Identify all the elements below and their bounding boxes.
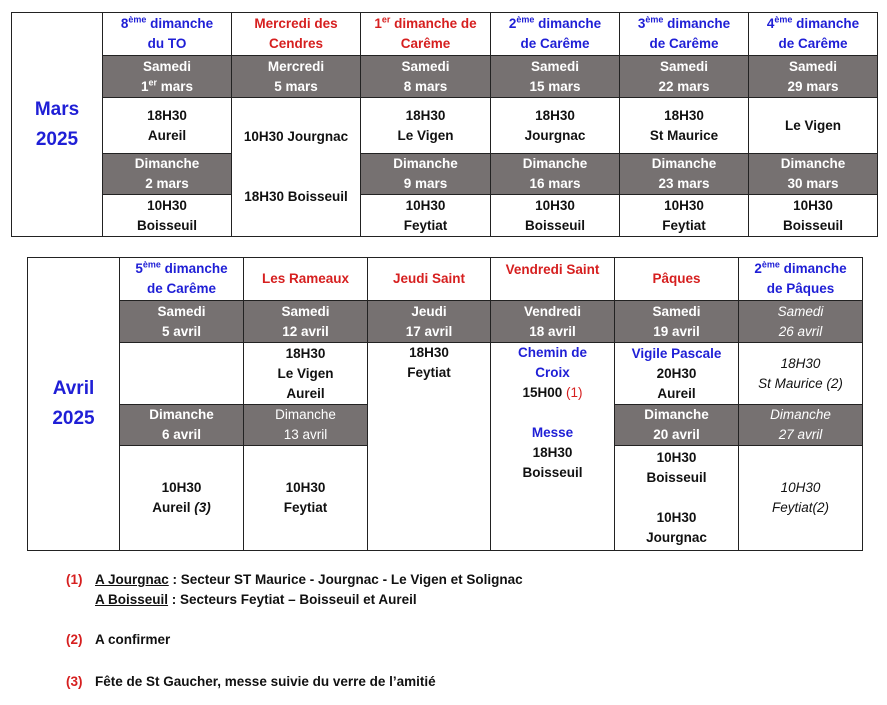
header-5e-dimanche-careme: 5ème dimanche de Carême xyxy=(120,258,244,301)
header-1er-dimanche-careme: 1er dimanche de Carême xyxy=(361,13,491,56)
date-cell: Mercredi 5 mars xyxy=(232,56,361,98)
date-cell: Jeudi 17 avril xyxy=(368,301,491,343)
mass-cell: 10H30 Feytiat xyxy=(620,195,749,237)
date-cell: Samedi 29 mars xyxy=(749,56,878,98)
header-jeudi-saint: Jeudi Saint xyxy=(368,258,491,301)
date-cell: Dimanche 16 mars xyxy=(491,154,620,195)
header-vendredi-saint: Vendredi Saint xyxy=(491,258,615,301)
date-cell: Dimanche 30 mars xyxy=(749,154,878,195)
mass-cell: 18H30 Jourgnac xyxy=(491,98,620,154)
date-cell: Vendredi 18 avril xyxy=(491,301,615,343)
footnote-3: (3) Fête de St Gaucher, messe suivie du verre de l’amitié xyxy=(66,674,436,689)
ash-wednesday-masses: 10H30 Jourgnac 18H30 Boisseuil xyxy=(232,98,361,237)
date-cell: Samedi 15 mars xyxy=(491,56,620,98)
mass-cell: 10H30 Aureil (3) xyxy=(120,446,244,551)
mass-cell: 10H30 Feytiat xyxy=(244,446,368,551)
date-cell: Dimanche 13 avril xyxy=(244,405,368,446)
date-cell: Samedi 5 avril xyxy=(120,301,244,343)
date-cell: Dimanche 9 mars xyxy=(361,154,491,195)
mass-cell: Le Vigen xyxy=(749,98,878,154)
date-cell: Dimanche 20 avril xyxy=(615,405,739,446)
header-paques: Pâques xyxy=(615,258,739,301)
date-cell: Samedi 19 avril xyxy=(615,301,739,343)
mass-cell: 18H30 Le Vigen xyxy=(361,98,491,154)
jeudi-saint-mass: 18H30 Feytiat xyxy=(368,343,491,551)
date-cell: Samedi 12 avril xyxy=(244,301,368,343)
mass-cell: 10H30 Feytiat(2) xyxy=(739,446,863,551)
month-label-april: Avril 2025 xyxy=(28,258,120,551)
date-cell: Dimanche 2 mars xyxy=(103,154,232,195)
mass-cell: 10H30 Feytiat xyxy=(361,195,491,237)
mass-cell: 18H30 Le Vigen Aureil xyxy=(244,343,368,405)
mass-cell: 18H30 Aureil xyxy=(103,98,232,154)
footnote-2: (2) A confirmer xyxy=(66,632,171,647)
header-3e-dimanche-careme: 3ème dimanche de Carême xyxy=(620,13,749,56)
mass-cell: 10H30 Boisseuil xyxy=(749,195,878,237)
mass-cell: 10H30 Boisseuil 10H30 Jourgnac xyxy=(615,446,739,551)
april-table xyxy=(27,257,863,551)
header-8e-dimanche-to: 8ème dimanche du TO xyxy=(103,13,232,56)
date-cell: Samedi 26 avril xyxy=(739,301,863,343)
march-table xyxy=(11,12,878,237)
footnote-1: (1) A Jourgnac : Secteur ST Maurice - Jourgnac - Le Vigen et Solignac A Boisseuil : Secteurs Feytiat – Boisseuil et Aureil xyxy=(66,572,523,607)
date-cell: Dimanche 6 avril xyxy=(120,405,244,446)
date-cell: Samedi 22 mars xyxy=(620,56,749,98)
date-cell: Dimanche 23 mars xyxy=(620,154,749,195)
date-cell: Samedi 8 mars xyxy=(361,56,491,98)
mass-cell: 10H30 Boisseuil xyxy=(103,195,232,237)
mass-cell: 10H30 Boisseuil xyxy=(491,195,620,237)
footnotes xyxy=(66,570,523,692)
date-cell: Samedi 1er mars xyxy=(103,56,232,98)
empty-cell xyxy=(120,343,244,405)
header-mercredi-cendres: Mercredi des Cendres xyxy=(232,13,361,56)
vendredi-saint-services: Chemin de Croix 15H00 (1) Messe 18H30 Boisseuil xyxy=(491,343,615,551)
date-cell: Dimanche 27 avril xyxy=(739,405,863,446)
header-2e-dimanche-paques: 2ème dimanche de Pâques xyxy=(739,258,863,301)
header-4e-dimanche-careme: 4ème dimanche de Carême xyxy=(749,13,878,56)
header-rameaux: Les Rameaux xyxy=(244,258,368,301)
mass-cell: 18H30 St Maurice xyxy=(620,98,749,154)
mass-cell: 18H30 St Maurice (2) xyxy=(739,343,863,405)
vigile-pascale-mass: Vigile Pascale 20H30 Aureil xyxy=(615,343,739,405)
header-2e-dimanche-careme: 2ème dimanche de Carême xyxy=(491,13,620,56)
month-label-march: Mars 2025 xyxy=(12,13,103,237)
